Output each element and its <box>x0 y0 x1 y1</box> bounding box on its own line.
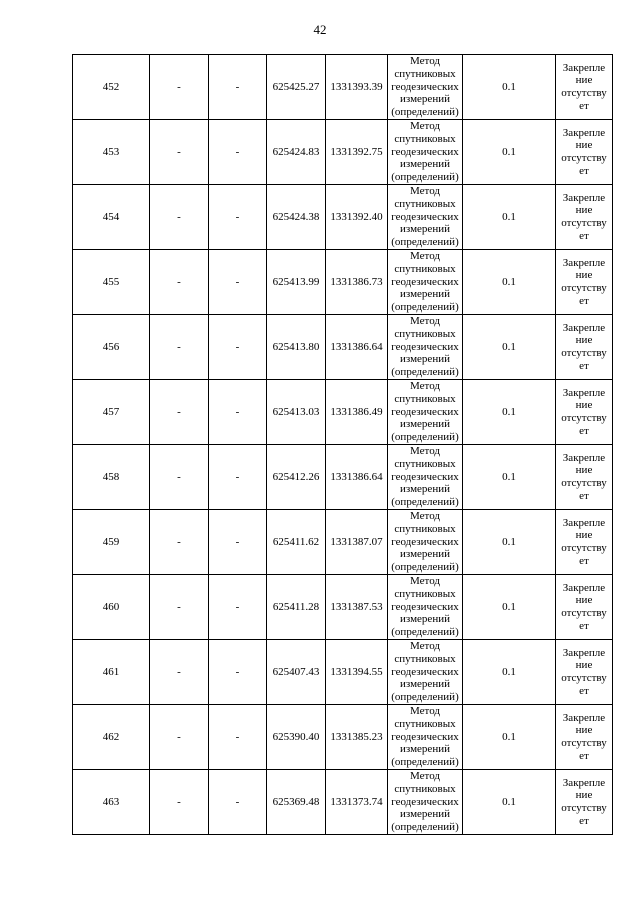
dash-cell: - <box>209 380 267 445</box>
fixation-cell <box>556 575 613 640</box>
method-cell <box>388 250 463 315</box>
page-number: 42 <box>313 22 327 37</box>
coordinate-y-cell: 1331373.74 <box>326 770 388 835</box>
method-cell-line: (определений) <box>391 690 459 703</box>
dash-cell: - <box>150 120 209 185</box>
coordinates-table <box>72 54 613 835</box>
accuracy-cell: 0.1 <box>463 770 556 835</box>
method-cell <box>388 185 463 250</box>
method-cell-line: геодезических <box>391 210 459 223</box>
method-cell-line: (определений) <box>391 300 459 313</box>
method-cell-line: геодезических <box>391 730 459 743</box>
method-cell-line: спутниковых <box>394 68 456 81</box>
accuracy-cell: 0.1 <box>463 575 556 640</box>
fixation-cell <box>556 705 613 770</box>
method-cell-line: (определений) <box>391 495 459 508</box>
accuracy-cell: 0.1 <box>463 250 556 315</box>
table-row <box>73 185 613 250</box>
method-cell-line: Метод <box>410 575 440 588</box>
coordinate-y-cell: 1331387.07 <box>326 510 388 575</box>
coordinate-x-cell: 625413.03 <box>267 380 326 445</box>
coordinate-y-cell: 1331394.55 <box>326 640 388 705</box>
fixation-cell-line: ние <box>575 724 593 737</box>
method-cell-line: геодезических <box>391 665 459 678</box>
point-number-cell: 456 <box>73 315 150 380</box>
table-row <box>73 510 613 575</box>
fixation-cell-line: ет <box>579 424 589 437</box>
coordinate-x-cell: 625413.99 <box>267 250 326 315</box>
coordinate-y-cell: 1331386.49 <box>326 380 388 445</box>
dash-cell: - <box>150 770 209 835</box>
point-number-cell: 463 <box>73 770 150 835</box>
fixation-cell-line: Закрепле <box>562 646 606 659</box>
method-cell-line: спутниковых <box>394 393 456 406</box>
method-cell-line: измерений <box>400 223 450 236</box>
coordinate-y-cell: 1331387.53 <box>326 575 388 640</box>
coordinate-x-cell: 625424.38 <box>267 185 326 250</box>
method-cell <box>388 445 463 510</box>
accuracy-cell: 0.1 <box>463 315 556 380</box>
dash-cell: - <box>209 185 267 250</box>
coordinate-x-cell: 625411.62 <box>267 510 326 575</box>
fixation-cell-line: ет <box>579 164 589 177</box>
dash-cell: - <box>150 445 209 510</box>
method-cell-line: измерений <box>400 483 450 496</box>
table-row <box>73 120 613 185</box>
coordinate-y-cell: 1331392.75 <box>326 120 388 185</box>
dash-cell: - <box>209 770 267 835</box>
method-cell-line: измерений <box>400 418 450 431</box>
fixation-cell-line: Закрепле <box>562 776 606 789</box>
method-cell-line: спутниковых <box>394 523 456 536</box>
coordinate-x-cell: 625424.83 <box>267 120 326 185</box>
table-row <box>73 55 613 120</box>
method-cell-line: Метод <box>410 445 440 458</box>
fixation-cell <box>556 250 613 315</box>
fixation-cell-line: ние <box>575 334 593 347</box>
method-cell-line: спутниковых <box>394 588 456 601</box>
method-cell-line: Метод <box>410 770 440 783</box>
point-number-cell: 457 <box>73 380 150 445</box>
method-cell-line: измерений <box>400 743 450 756</box>
fixation-cell-line: ет <box>579 294 589 307</box>
fixation-cell-line: ет <box>579 749 589 762</box>
fixation-cell-line: отсутству <box>561 152 607 164</box>
accuracy-cell: 0.1 <box>463 705 556 770</box>
fixation-cell-line: отсутству <box>561 347 607 359</box>
coordinate-y-cell: 1331386.64 <box>326 315 388 380</box>
fixation-cell-line: отсутству <box>561 217 607 229</box>
fixation-cell-line: Закрепле <box>562 191 606 204</box>
dash-cell: - <box>150 380 209 445</box>
method-cell-line: (определений) <box>391 430 459 443</box>
point-number-cell: 455 <box>73 250 150 315</box>
method-cell-line: спутниковых <box>394 653 456 666</box>
method-cell-line: (определений) <box>391 625 459 638</box>
method-cell <box>388 120 463 185</box>
accuracy-cell: 0.1 <box>463 640 556 705</box>
dash-cell: - <box>209 250 267 315</box>
fixation-cell-line: ние <box>575 529 593 542</box>
fixation-cell-line: отсутству <box>561 737 607 749</box>
dash-cell: - <box>150 250 209 315</box>
method-cell-line: Метод <box>410 380 440 393</box>
method-cell <box>388 380 463 445</box>
method-cell-line: геодезических <box>391 340 459 353</box>
accuracy-cell: 0.1 <box>463 55 556 120</box>
fixation-cell-line: отсутству <box>561 607 607 619</box>
coordinate-y-cell: 1331393.39 <box>326 55 388 120</box>
coordinate-y-cell: 1331385.23 <box>326 705 388 770</box>
fixation-cell-line: Закрепле <box>562 126 606 139</box>
fixation-cell-line: Закрепле <box>562 711 606 724</box>
fixation-cell-line: отсутству <box>561 87 607 99</box>
method-cell-line: геодезических <box>391 795 459 808</box>
method-cell-line: спутниковых <box>394 263 456 276</box>
dash-cell: - <box>209 445 267 510</box>
table-row <box>73 640 613 705</box>
accuracy-cell: 0.1 <box>463 445 556 510</box>
table-row <box>73 705 613 770</box>
fixation-cell-line: Закрепле <box>562 61 606 74</box>
fixation-cell-line: ет <box>579 99 589 112</box>
dash-cell: - <box>209 315 267 380</box>
fixation-cell-line: Закрепле <box>562 516 606 529</box>
method-cell-line: измерений <box>400 93 450 106</box>
method-cell-line: Метод <box>410 120 440 133</box>
point-number-cell: 453 <box>73 120 150 185</box>
coordinate-x-cell: 625369.48 <box>267 770 326 835</box>
method-cell <box>388 55 463 120</box>
fixation-cell-line: ние <box>575 74 593 87</box>
method-cell-line: спутниковых <box>394 458 456 471</box>
dash-cell: - <box>209 510 267 575</box>
dash-cell: - <box>150 705 209 770</box>
method-cell-line: (определений) <box>391 235 459 248</box>
dash-cell: - <box>150 575 209 640</box>
method-cell-line: измерений <box>400 548 450 561</box>
method-cell <box>388 770 463 835</box>
dash-cell: - <box>209 705 267 770</box>
coordinate-y-cell: 1331386.64 <box>326 445 388 510</box>
method-cell-line: Метод <box>410 705 440 718</box>
method-cell-line: спутниковых <box>394 198 456 211</box>
method-cell-line: геодезических <box>391 535 459 548</box>
method-cell-line: (определений) <box>391 105 459 118</box>
method-cell-line: (определений) <box>391 820 459 833</box>
fixation-cell <box>556 445 613 510</box>
method-cell <box>388 575 463 640</box>
fixation-cell-line: ние <box>575 464 593 477</box>
coordinate-x-cell: 625407.43 <box>267 640 326 705</box>
fixation-cell-line: ет <box>579 359 589 372</box>
method-cell-line: геодезических <box>391 405 459 418</box>
fixation-cell <box>556 55 613 120</box>
fixation-cell <box>556 510 613 575</box>
fixation-cell-line: отсутству <box>561 477 607 489</box>
method-cell-line: (определений) <box>391 560 459 573</box>
point-number-cell: 462 <box>73 705 150 770</box>
method-cell-line: Метод <box>410 640 440 653</box>
fixation-cell-line: ет <box>579 814 589 827</box>
fixation-cell-line: ет <box>579 619 589 632</box>
fixation-cell-line: отсутству <box>561 802 607 814</box>
dash-cell: - <box>150 640 209 705</box>
fixation-cell-line: ет <box>579 229 589 242</box>
method-cell-line: геодезических <box>391 80 459 93</box>
fixation-cell-line: Закрепле <box>562 451 606 464</box>
coordinate-y-cell: 1331386.73 <box>326 250 388 315</box>
dash-cell: - <box>209 55 267 120</box>
accuracy-cell: 0.1 <box>463 380 556 445</box>
dash-cell: - <box>150 185 209 250</box>
fixation-cell-line: ние <box>575 789 593 802</box>
fixation-cell <box>556 640 613 705</box>
coordinate-y-cell: 1331392.40 <box>326 185 388 250</box>
table-body <box>73 55 613 835</box>
method-cell-line: геодезических <box>391 145 459 158</box>
accuracy-cell: 0.1 <box>463 510 556 575</box>
point-number-cell: 458 <box>73 445 150 510</box>
table-row <box>73 315 613 380</box>
fixation-cell-line: ние <box>575 399 593 412</box>
dash-cell: - <box>150 315 209 380</box>
dash-cell: - <box>209 575 267 640</box>
method-cell-line: Метод <box>410 250 440 263</box>
method-cell-line: геодезических <box>391 470 459 483</box>
fixation-cell-line: ние <box>575 269 593 282</box>
fixation-cell <box>556 770 613 835</box>
method-cell-line: измерений <box>400 678 450 691</box>
fixation-cell-line: ние <box>575 594 593 607</box>
method-cell-line: Метод <box>410 510 440 523</box>
method-cell-line: спутниковых <box>394 328 456 341</box>
method-cell-line: измерений <box>400 288 450 301</box>
coordinate-x-cell: 625412.26 <box>267 445 326 510</box>
dash-cell: - <box>150 55 209 120</box>
dash-cell: - <box>209 640 267 705</box>
table-row <box>73 575 613 640</box>
fixation-cell <box>556 315 613 380</box>
method-cell-line: спутниковых <box>394 133 456 146</box>
accuracy-cell: 0.1 <box>463 120 556 185</box>
method-cell-line: геодезических <box>391 275 459 288</box>
fixation-cell-line: Закрепле <box>562 581 606 594</box>
point-number-cell: 454 <box>73 185 150 250</box>
fixation-cell-line: ние <box>575 139 593 152</box>
fixation-cell <box>556 380 613 445</box>
method-cell-line: (определений) <box>391 755 459 768</box>
fixation-cell-line: Закрепле <box>562 321 606 334</box>
fixation-cell-line: Закрепле <box>562 256 606 269</box>
fixation-cell-line: Закрепле <box>562 386 606 399</box>
method-cell-line: (определений) <box>391 170 459 183</box>
fixation-cell-line: отсутству <box>561 542 607 554</box>
fixation-cell-line: ет <box>579 554 589 567</box>
fixation-cell-line: отсутству <box>561 672 607 684</box>
table-row <box>73 445 613 510</box>
method-cell-line: спутниковых <box>394 718 456 731</box>
fixation-cell <box>556 185 613 250</box>
accuracy-cell: 0.1 <box>463 185 556 250</box>
method-cell-line: Метод <box>410 185 440 198</box>
coordinate-x-cell: 625390.40 <box>267 705 326 770</box>
point-number-cell: 452 <box>73 55 150 120</box>
method-cell-line: (определений) <box>391 365 459 378</box>
fixation-cell-line: ет <box>579 489 589 502</box>
method-cell-line: Метод <box>410 55 440 68</box>
fixation-cell-line: ет <box>579 684 589 697</box>
fixation-cell-line: ние <box>575 204 593 217</box>
point-number-cell: 459 <box>73 510 150 575</box>
method-cell <box>388 705 463 770</box>
coordinate-x-cell: 625411.28 <box>267 575 326 640</box>
method-cell <box>388 315 463 380</box>
point-number-cell: 461 <box>73 640 150 705</box>
coordinate-x-cell: 625413.80 <box>267 315 326 380</box>
dash-cell: - <box>209 120 267 185</box>
coordinate-x-cell: 625425.27 <box>267 55 326 120</box>
fixation-cell-line: отсутству <box>561 282 607 294</box>
dash-cell: - <box>150 510 209 575</box>
table-row <box>73 770 613 835</box>
table-row <box>73 380 613 445</box>
method-cell-line: спутниковых <box>394 783 456 796</box>
method-cell-line: измерений <box>400 808 450 821</box>
fixation-cell <box>556 120 613 185</box>
method-cell <box>388 510 463 575</box>
point-number-cell: 460 <box>73 575 150 640</box>
method-cell-line: измерений <box>400 613 450 626</box>
method-cell-line: Метод <box>410 315 440 328</box>
method-cell-line: измерений <box>400 353 450 366</box>
fixation-cell-line: ние <box>575 659 593 672</box>
fixation-cell-line: отсутству <box>561 412 607 424</box>
method-cell <box>388 640 463 705</box>
table-row <box>73 250 613 315</box>
method-cell-line: измерений <box>400 158 450 171</box>
method-cell-line: геодезических <box>391 600 459 613</box>
